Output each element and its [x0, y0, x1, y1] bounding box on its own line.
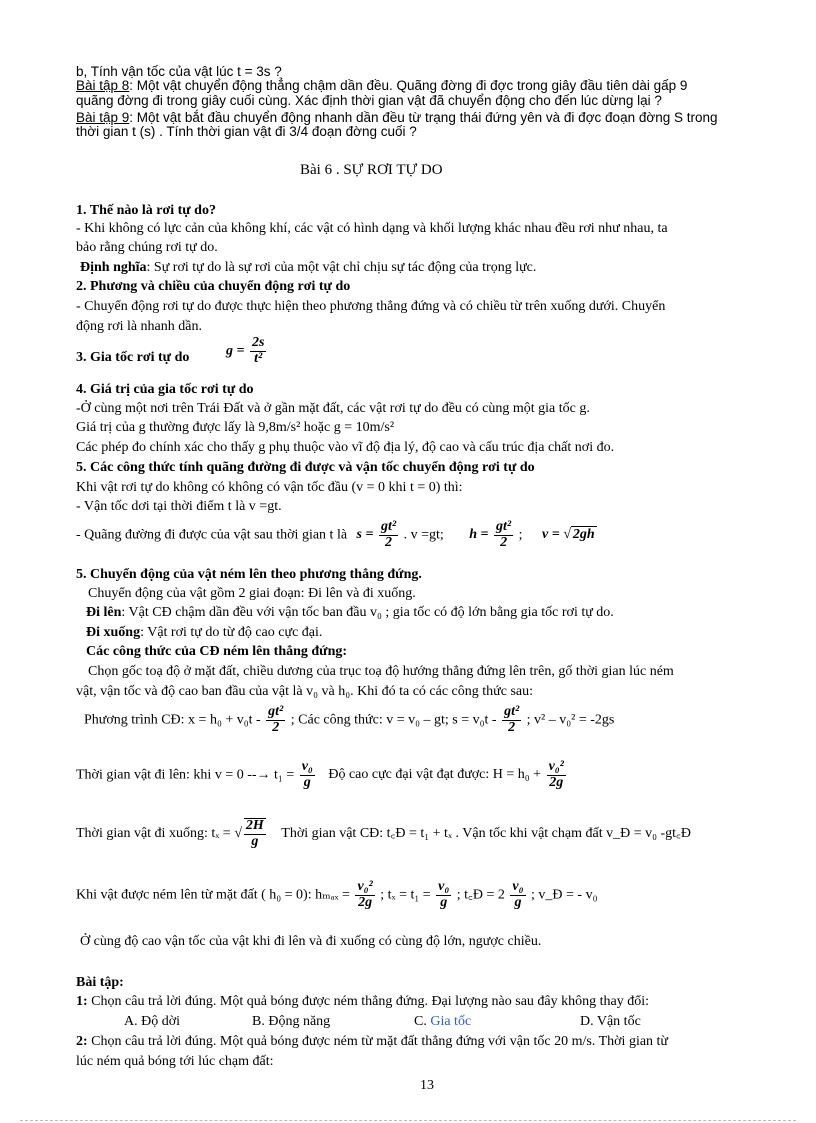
- definition-text: : Sự rơi tự do là sự rơi của một vật chỉ chịu sự tác động của trọng lực.: [146, 260, 537, 275]
- paragraph-line: Đi xuống: Vật rơi tự do từ độ cao cực đại.: [86, 625, 323, 640]
- paragraph-line: động rơi là nhanh dần.: [76, 319, 202, 334]
- paragraph-line: - Vận tốc dơi tại thời điểm t là v =gt.: [76, 499, 282, 514]
- answer-option[interactable]: C. Gia tốc: [414, 1014, 472, 1029]
- question-1: 1: Chọn câu trả lời đúng. Một quả bóng được ném thẳng đứng. Đại lượng nào sau đây không thay đổi:: [76, 994, 650, 1009]
- exercise-text: : Một vật chuyển động thẳng chậm dần đều. Quãng đờng đi đợc trong giây đầu tiên dài gấp 9: [129, 78, 688, 93]
- paragraph-line: Khi vật rơi tự do không có không có vận tốc đầu (v = 0 khi t = 0) thì:: [76, 480, 463, 495]
- section-heading: 2. Phương và chiều của chuyển động rơi tự do: [76, 279, 351, 294]
- text-line: quãng đờng đi trong giây cuối cùng. Xác định thời gian vật đã chuyển động cho đến lúc dừng lại ?: [76, 93, 662, 108]
- equation-line: Phương trình CĐ: x = h₀ + v₀t - $\frac{\text{gt²}}{2}$ ; Các công thức: v = v₀ – gt; s = v₀t - $\frac{\text{gt²}}{2}$ ; v² – v₀² = -2gs: [84, 704, 615, 735]
- question-2: 2: Chọn câu trả lời đúng. Một quả bóng được ném từ mặt đất thẳng đứng với vận tốc 20 m/s. Thời gian từ: [76, 1034, 669, 1049]
- equation-line: Khi vật được ném lên từ mặt đất ( h₀ = 0): hₘₐₓ = $\frac{\text{v₀²}}{2g}$ ; tₓ = t₁ = $\frac{\text{v₀}}{g}$ ; t꜀Đ = 2 $\frac{\text{v₀}}{g}$ ; v_Đ = - v₀: [76, 879, 598, 910]
- subheading: Các công thức của CĐ ném lên thẳng đứng:: [86, 644, 348, 659]
- paragraph-line: Chuyển động của vật gồm 2 giai đoạn: Đi lên và đi xuống.: [88, 586, 416, 601]
- paragraph-text: - Quãng đường đi được của vật sau thời gian t là: [76, 527, 348, 543]
- answer-option[interactable]: D. Vận tốc: [580, 1014, 641, 1029]
- formula-v: . v =gt;: [403, 527, 444, 543]
- equation-line: Thời gian vật đi xuống: tₓ = √ $\frac{2H}{g}$ Thời gian vật CĐ: t꜀Đ = t₁ + tₓ . Vận tốc khi vật chạm đất v_Đ = v₀ -gt꜀Đ: [76, 818, 691, 849]
- section-heading: 3. Gia tốc rơi tự do: [76, 350, 190, 365]
- fraction: $\frac{\text{gt²}}{2}$: [380, 519, 397, 550]
- paragraph-line: lúc ném quả bóng tới lúc chạm đất:: [76, 1054, 274, 1069]
- paragraph-line: Đi lên: Vật CĐ chậm dần đều với vận tốc ban đầu v₀ ; gia tốc có độ lớn bằng gia tốc rơi tự do.: [86, 605, 614, 620]
- equation-line: Thời gian vật đi lên: khi v = 0 --→ t₁ = $\frac{\text{v₀}}{g}$ Độ cao cực đại vật đạt được: H = h₀ + $\frac{\text{v₀²}}{2g}$: [76, 759, 564, 790]
- formula-h: h =: [469, 527, 489, 543]
- answer-option[interactable]: A. Độ dời: [124, 1014, 181, 1029]
- paragraph-line: - Khi không có lực cản của không khí, các vật có hình dạng và khối lượng khác nhau đều rơi như nhau, ta: [76, 221, 668, 236]
- text-line: thời gian t (s) . Tính thời gian vật đi 3/4 đoạn đờng cuối ?: [76, 124, 417, 139]
- exercise-8: [76, 78, 687, 93]
- exercise-label: Bài tập 9: [76, 110, 130, 125]
- exercise-9: [76, 110, 717, 125]
- paragraph-line: Giá trị của g thường được lấy là 9,8m/s² hoặc g = 10m/s²: [76, 420, 395, 435]
- formula-lhs: g =: [226, 343, 245, 359]
- answer-option[interactable]: B. Động năng: [252, 1014, 331, 1029]
- fraction: $\frac{\text{gt²}}{2}$: [496, 519, 512, 550]
- definition-label: Định nghĩa: [80, 260, 147, 275]
- paragraph-line: Các phép đo chính xác cho thấy g phụ thuộc vào vĩ độ địa lý, độ cao và cấu trúc địa chất nơi đo.: [76, 440, 615, 455]
- page-number: 13: [420, 1078, 434, 1093]
- section-heading: 1. Thế nào là rơi tự do?: [76, 203, 216, 218]
- exercises-title: Bài tập:: [76, 975, 124, 990]
- paragraph-line: bảo rằng chúng rơi tự do.: [76, 240, 218, 255]
- definition: [80, 260, 536, 276]
- section-heading: 5. Chuyển động của vật ném lên theo phương thẳng đứng.: [76, 567, 422, 582]
- paragraph-line: -Ở cùng một nơi trên Trái Đất và ở gần mặt đất, các vật rơi tự do đều có cùng một gia tốc g.: [76, 401, 590, 416]
- page-divider: [20, 1120, 796, 1121]
- section-heading: 5. Các công thức tính quãng đường đi được và vận tốc chuyển động rơi tự do: [76, 460, 535, 475]
- exercise-text: : Một vật bắt đầu chuyển động nhanh dần đều từ trạng thái đứng yên và đi đợc đoạn đờng S trong: [129, 110, 718, 125]
- formula-vsqrt: v =: [542, 527, 560, 543]
- fraction: $\frac{2s}{\text{t²}}$: [251, 335, 265, 366]
- formula-line: - Quãng đường đi được của vật sau thời gian t là s = $\frac{\text{gt²}}{2}$ . v =gt; h = $\frac{\text{gt²}}{2}$ ; v = √ 2gh: [76, 519, 595, 550]
- paragraph-line: Ở cùng độ cao vận tốc của vật khi đi lên và đi xuống có cùng độ lớn, ngược chiều.: [80, 934, 542, 949]
- section-heading: 4. Giá trị của gia tốc rơi tự do: [76, 382, 254, 397]
- formula-g: [226, 336, 268, 366]
- lesson-title: Bài 6 . SỰ RƠI TỰ DO: [300, 162, 443, 178]
- exercise-label: Bài tập 8: [76, 78, 130, 93]
- sqrt-content: 2gh: [572, 527, 595, 543]
- paragraph-line: - Chuyển động rơi tự do được thực hiện theo phương thẳng đứng và có chiều từ trên xuống dưới. Chuyển: [76, 299, 666, 314]
- paragraph-line: Chọn gốc toạ độ ở mặt đất, chiều dương của trục toạ độ hướng thẳng đứng lên trên, gố thời gian lúc ném: [88, 664, 674, 679]
- paragraph-line: vật, vận tốc và độ cao ban đầu của vật là v₀ và h₀. Khi đó ta có các công thức sau:: [76, 684, 534, 699]
- text-line: b, Tính vận tốc của vật lúc t = 3s ?: [76, 64, 282, 79]
- formula-s: s =: [356, 527, 374, 543]
